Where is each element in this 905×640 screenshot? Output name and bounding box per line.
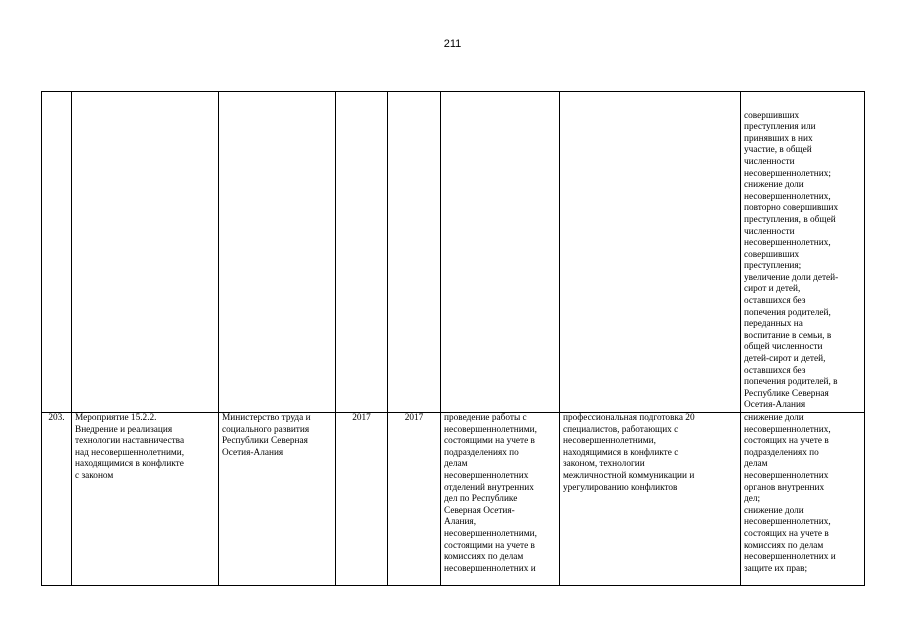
text-line: межличностной коммуникации и [563,470,695,481]
text-line: преступления; [744,261,802,272]
text-line: численности [744,156,795,167]
text-line: повторно совершивших [744,203,839,214]
text-line: состоящими на учете в [444,436,535,447]
table-row-continued [42,92,865,413]
text-line: Северная Осетия- [444,505,515,516]
text-line: несовершеннолетних, [744,517,831,528]
cell-year-end [388,92,441,413]
text-line: попечения родителей, в [744,377,838,388]
text-line: специалистов, работающих с [563,424,679,435]
text-line: принявших в них [744,133,813,144]
cell-event [560,413,741,586]
text-line: детей-сирот и детей, [744,354,826,365]
text-line: совершивших [744,110,800,121]
text-line: Республике Северная [744,388,829,399]
text-line: социального развития [222,424,310,435]
text-line: воспитание в семьи, в [744,330,832,341]
table-row-203 [42,413,865,586]
text-line: увеличение доли детей- [744,272,839,283]
text-line: комиссиях по делам [744,540,824,551]
text-line: Мероприятие 15.2.2. [75,413,157,423]
text-line: снижение доли [744,180,804,191]
text-line: подразделениях по [444,447,519,458]
text-line: состоящих на учете в [744,436,829,447]
text-line: несовершеннолетних [444,470,529,481]
cell-measure [72,92,219,413]
cell-content [441,92,560,413]
text-line: урегулированию конфликтов [563,482,678,493]
text-line: технологии наставничества [75,436,185,447]
cell-executor [219,92,336,413]
page-number: 211 [443,38,462,50]
cell-year-start [336,92,388,413]
text-line: несовершеннолетних, [744,424,831,435]
text-line: отделений внутренних [444,482,534,493]
text-line: проведение работы с [444,413,527,423]
text-line: несовершеннолетними, [444,424,537,435]
text-line: несовершеннолетних и [744,552,836,563]
text-line: преступления, в общей [744,214,836,225]
text-line: оставшихся без [744,365,806,376]
text-line: попечения родителей, [744,307,831,318]
text-line: находящимися в конфликте [75,459,184,470]
cell-content [441,413,560,586]
text-line: подразделениях по [744,447,819,458]
text-line: несовершеннолетних, [744,238,831,249]
text-line: несовершеннолетних; [744,168,831,179]
cell-measure [72,413,219,586]
text-line: с законом [75,470,114,481]
text-line: общей численности [744,342,823,353]
text-line: дел; [744,494,761,505]
text-line: переданных на [744,319,803,330]
cell-result [741,92,865,413]
text-line: состоящих на учете в [744,528,829,539]
text-line: делам [744,459,768,470]
text-line: Осетия-Алания [744,400,806,411]
text-line: оставшихся без [744,296,806,307]
cell-number [42,92,72,413]
row-number: 203. [42,413,72,586]
text-line: состоящими на учете в [444,540,535,551]
text-line: профессиональная подготовка 20 [563,413,695,423]
text-line: Республики Северная [222,436,308,447]
text-line: снижение доли [744,413,804,423]
cell-result [741,413,865,586]
cell-event [560,92,741,413]
text-line: органов внутренних [744,482,825,493]
text-line: делам [444,459,468,470]
text-line: несовершеннолетних и [444,563,536,574]
text-line: совершивших [744,249,800,260]
cell-year-start: 2017 [336,413,388,586]
text-line: участие, в общей [744,145,812,156]
text-line: находящимися в конфликте с [563,447,679,458]
text-line: Внедрение и реализация [75,424,173,435]
text-line: дел по Республике [444,494,518,505]
text-line: Алания, [444,517,477,528]
cell-executor [219,413,336,586]
text-line: несовершеннолетними, [444,528,537,539]
text-line: Осетия-Алания [222,447,284,458]
text-line: Министерство труда и [222,413,311,423]
text-line: преступления или [744,122,816,133]
text-line: несовершеннолетних, [744,191,831,202]
text-line: над несовершеннолетними, [75,447,185,458]
text-line: законом, технологии [563,459,645,470]
program-table [41,91,865,586]
text-line: сирот и детей, [744,284,801,295]
text-line: защите их прав; [744,563,808,574]
cell-year-end: 2017 [388,413,441,586]
text-line: комиссиях по делам [444,552,524,563]
text-line: несовершеннолетними, [563,436,656,447]
text-line: снижение доли [744,505,804,516]
text-line: численности [744,226,795,237]
text-line: несовершеннолетних [744,470,829,481]
